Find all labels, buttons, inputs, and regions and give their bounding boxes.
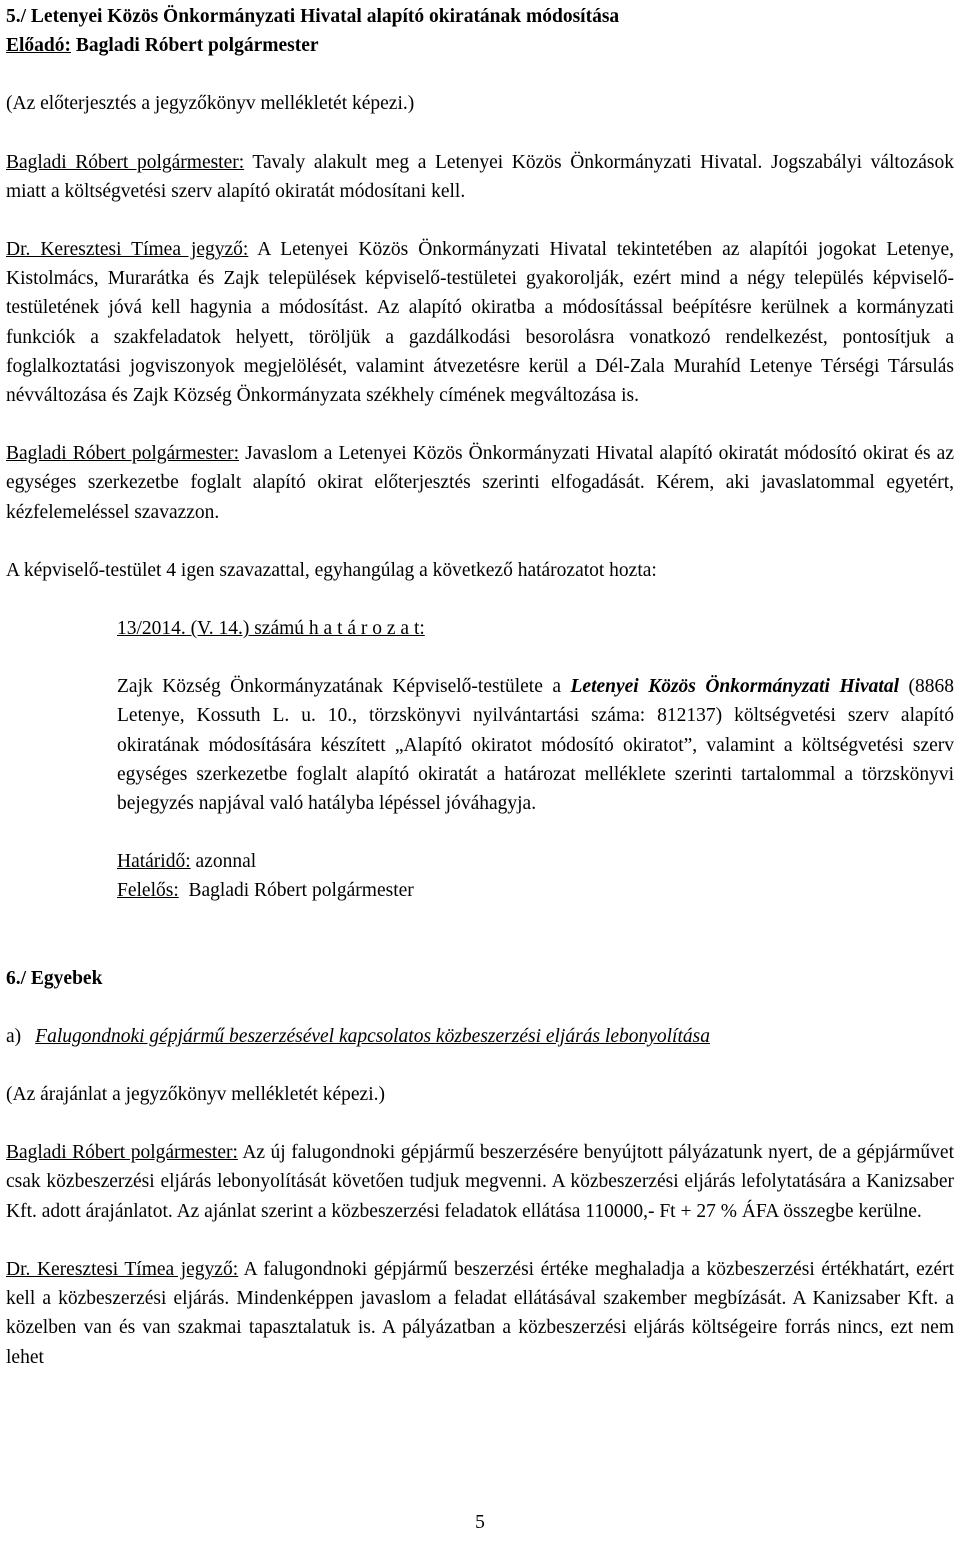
paragraph-text: A falugondnoki gépjármű beszerzési értéke meghaladja a közbeszerzési értékhatárt, ezért kell a közbeszerzési eljárás. Mindenképpen javaslom a feladat ellátásával szakember megbízását. A Kanizsaber Kft. a közelben van és van szakmai tapasztalatuk is. A pályázatban a közbeszerzési eljárás költségeire forrás nincs, ezt nem lehet [6,1258,955,1368]
section-6-title: 6./ Egyebek [6,967,103,989]
page-number: 5 [475,1512,485,1533]
paragraph-text: Az új falugondnoki gépjármű beszerzésére benyújtott pályázatunk nyert, de a gépjárművet csak közbeszerzési eljárás lebonyolítását követően tudjuk megvenni. A közbeszerzési eljárás lefolytatására a Kanizsaber Kft. adott árajánlatot. Az ajánlat szerint a közbeszerzési feladatok ellátása 110000,- Ft + 27 % ÁFA összegbe kerülne. [6,1142,954,1222]
item-a-heading [6,1022,954,1051]
s5-paragraph-2 [6,235,954,410]
responsible-value: Bagladi Róbert polgármester [178,880,414,902]
s6-paragraph-1 [6,1138,954,1226]
section-5-title: 5./ Letenyei Közös Önkormányzati Hivatal alapító okiratának módosítása [6,6,620,27]
resolution-text-part-1: Zajk Község Önkormányzatának Képviselő-testülete a [117,676,571,698]
presenter-label: Előadó: [6,35,72,57]
s5-paragraph-3 [6,439,954,527]
resolution-text [117,672,954,818]
s6-paragraph-2 [6,1255,954,1372]
deadline-label: Határidő: [117,851,191,873]
responsible-label: Felelős: [117,880,179,902]
section-5-note: (Az előterjesztés a jegyzőkönyv mellékletét képezi.) [6,93,415,115]
resolution-institution: Letenyei Közös Önkormányzati Hivatal [570,676,900,698]
s5-paragraph-1 [6,148,954,206]
paragraph-text: Tavaly alakult meg a Letenyei Közös Önkormányzati Hivatal. Jogszabályi változások miatt a költségvetési szerv alapító okiratát módosítani kell. [6,151,955,202]
speaker-label: Bagladi Róbert polgármester: [6,1142,238,1164]
deadline-value: azonnal [190,851,257,873]
resolution-text-part-2: (8868 Letenye, Kossuth L. u. 10., törzskönyvi nyilvántartási száma: 812137) költségvetési szerv alapító okiratának módosítására készített „Alapító okiratot módosító okiratot”, valamint a költségvetési szerv egységes szerkezetbe foglalt alapító okiratát a határozat melléklete szerinti tartalommal a törzskönyvi bejegyzés napjával való hatályba lépéssel jóváhagyja. [117,676,955,815]
paragraph-text: Javaslom a Letenyei Közös Önkormányzati Hivatal alapító okiratát módosító okirat és az egységes szerkezetbe foglalt alapító okirat előterjesztés szerinti elfogadását. Kérem, aki javaslatommal egyetért, kézfelemeléssel szavazzon. [6,443,954,523]
presenter-line [6,31,954,60]
speaker-label: Dr. Keresztesi Tímea jegyző: [6,239,249,261]
item-a-letter: a) [6,1025,22,1047]
paragraph-text: A Letenyei Közös Önkormányzati Hivatal tekintetében az alapítói jogokat Letenye, Kistolmács, Murarátka és Zajk települések képviselő-testületei gyakorolják, ezért mind a négy település képviselő-testületének jóvá kell hagynia a módosítást. Az alapító okiratba a módosítással beépítésre kerülnek a kormányzati funkciók a szakfeladatok helyett, töröljük a gazdálkodási besorolásra vonatkozó rendelkezést, pontosítjuk a foglalkoztatási jogviszonyok megjelölését, valamint átvezetésre kerül a Dél-Zala Murahíd Letenye Térségi Társulás névváltozása és Zajk Község Önkormányzata székhely címének megváltozása is. [6,239,954,407]
presenter-name: Bagladi Róbert polgármester [71,35,319,57]
document-page [6,2,954,1372]
responsible-line [117,876,954,905]
resolution-number: 13/2014. (V. 14.) számú h a t á r o z a t: [117,618,425,640]
speaker-label: Dr. Keresztesi Tímea jegyző: [6,1258,239,1280]
vote-result: A képviselő-testület 4 igen szavazattal, egyhangúlag a következő határozatot hozta: [6,559,657,581]
speaker-label: Bagladi Róbert polgármester: [6,151,245,173]
speaker-label: Bagladi Róbert polgármester: [6,443,240,465]
section-6-note: (Az árajánlat a jegyzőkönyv mellékletét képezi.) [6,1084,385,1106]
deadline-line [117,847,954,876]
item-a-title: Falugondnoki gépjármű beszerzésével kapcsolatos közbeszerzési eljárás lebonyolítása [35,1025,710,1047]
